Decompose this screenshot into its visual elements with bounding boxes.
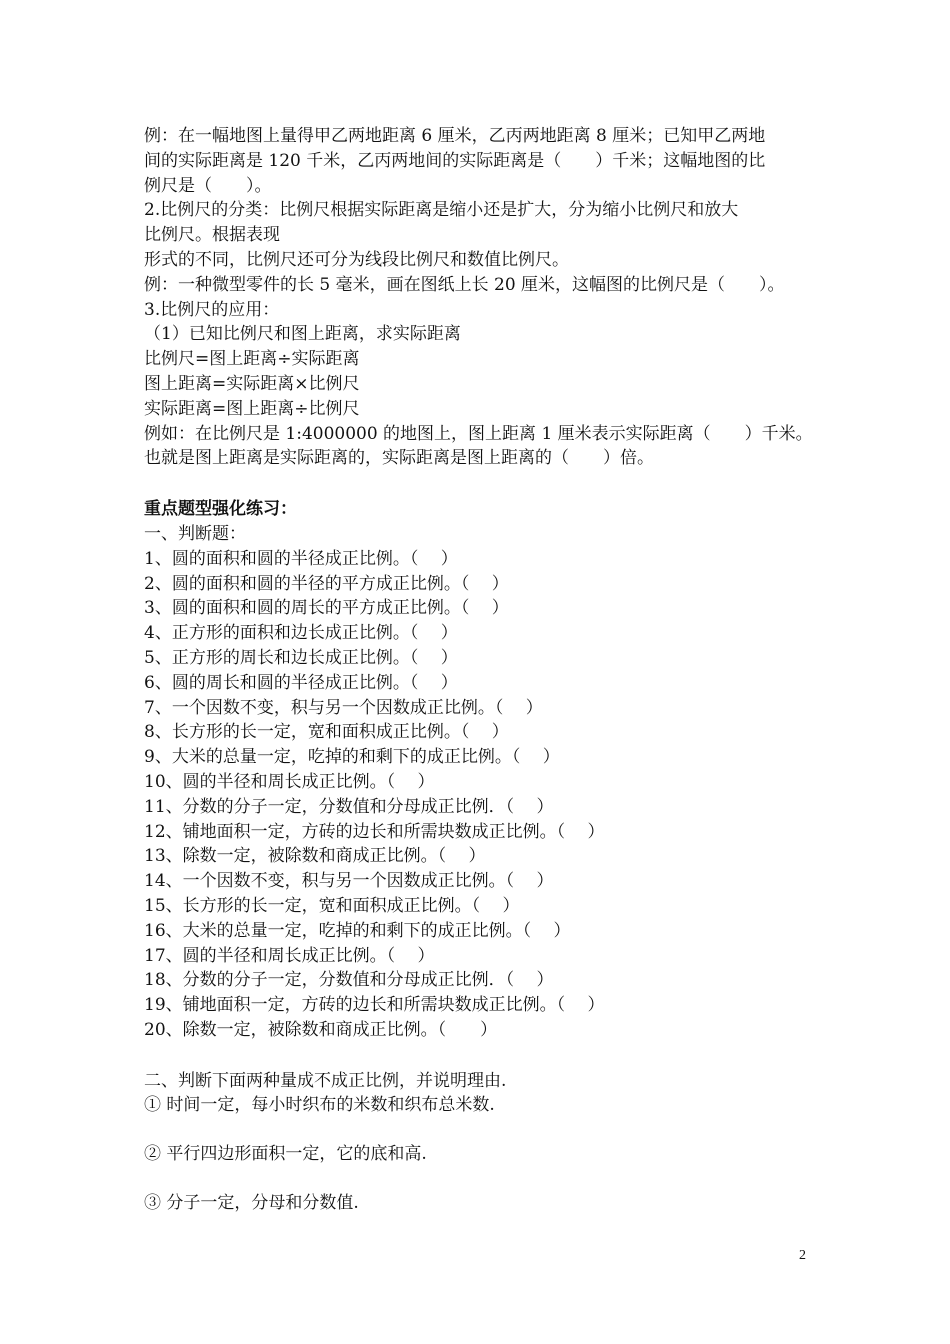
formula-line: 实际距离=图上距离÷比例尺 xyxy=(144,398,360,419)
practice-section xyxy=(144,497,824,1216)
page-content xyxy=(144,124,824,1216)
list-item: 19、铺地面积一定，方砖的边长和所需块数成正比例。（ ） xyxy=(144,995,605,1016)
list-item: 17、圆的半径和周长成正比例。（ ） xyxy=(144,945,435,966)
list-item: 6、圆的周长和圆的半径成正比例。（ ） xyxy=(144,672,458,693)
true-false-list xyxy=(144,547,824,1043)
list-item: 2、圆的面积和圆的半径的平方成正比例。（ ） xyxy=(144,573,509,594)
text-line: 例如：在比例尺是 1:4000000 的地图上，图上距离 1 厘米表示实际距离（ ）千米。 xyxy=(144,423,813,444)
formula-line: 比例尺=图上距离÷实际距离 xyxy=(144,349,360,370)
list-item: 12、铺地面积一定，方砖的边长和所需块数成正比例。（ ） xyxy=(144,821,605,842)
spacer xyxy=(144,1167,824,1191)
text-line: 也就是图上距离是实际距离的，实际距离是图上距离的（ ）倍。 xyxy=(144,448,654,469)
list-item: 15、长方形的长一定，宽和面积成正比例。（ ） xyxy=(144,895,520,916)
intro-section xyxy=(144,124,824,471)
section-heading: 重点题型强化练习： xyxy=(144,499,297,520)
text-line: 比例尺。根据表现 xyxy=(144,225,280,246)
text-line: 例尺是（ ）。 xyxy=(144,175,272,196)
subsection-title: 二、判断下面两种量成不成正比例，并说明理由. xyxy=(144,1070,507,1091)
list-item: 18、分数的分子一定，分数值和分母成正比例．（ ） xyxy=(144,970,554,991)
list-item: ① 时间一定，每小时织布的米数和织布总米数. xyxy=(144,1095,495,1116)
list-item: 14、一个因数不变，积与另一个因数成正比例。（ ） xyxy=(144,871,554,892)
list-item: 7、一个因数不变，积与另一个因数成正比例。（ ） xyxy=(144,697,543,718)
page-number: 2 xyxy=(799,1248,806,1263)
text-line: 间的实际距离是 120 千米，乙丙两地间的实际距离是（ ）千米；这幅地图的比 xyxy=(144,150,766,171)
list-item: 4、正方形的面积和边长成正比例。（ ） xyxy=(144,623,458,644)
list-item: 11、分数的分子一定，分数值和分母成正比例．（ ） xyxy=(144,796,554,817)
list-item: 3、圆的面积和圆的周长的平方成正比例。（ ） xyxy=(144,598,509,619)
list-item: 20、除数一定，被除数和商成正比例。（ ） xyxy=(144,1019,498,1040)
subsection-title: 一、判断题： xyxy=(144,523,246,544)
text-line: 3.比例尺的应用： xyxy=(144,299,280,320)
list-item: 13、除数一定，被除数和商成正比例。（ ） xyxy=(144,846,486,867)
list-item: ② 平行四边形面积一定，它的底和高. xyxy=(144,1144,427,1165)
list-item: 10、圆的半径和周长成正比例。（ ） xyxy=(144,771,435,792)
text-line: （1）已知比例尺和图上距离，求实际距离 xyxy=(144,324,461,345)
list-item: 16、大米的总量一定，吃掉的和剩下的成正比例。（ ） xyxy=(144,920,571,941)
text-line: 例：一种微型零件的长 5 毫米，画在图纸上长 20 厘米，这幅图的比例尺是（ ）。 xyxy=(144,274,785,295)
list-item: 9、大米的总量一定，吃掉的和剩下的成正比例。（ ） xyxy=(144,747,560,768)
text-line: 形式的不同，比例尺还可分为线段比例尺和数值比例尺。 xyxy=(144,249,569,270)
spacer xyxy=(144,471,824,497)
text-line: 例：在一幅地图上量得甲乙两地距离 6 厘米，乙丙两地距离 8 厘米；已知甲乙两地 xyxy=(144,126,766,146)
text-line: 2.比例尺的分类：比例尺根据实际距离是缩小还是扩大，分为缩小比例尺和放大 xyxy=(144,200,739,221)
list-item: 1、圆的面积和圆的半径成正比例。（ ） xyxy=(144,548,458,569)
list-item: 5、正方形的周长和边长成正比例。（ ） xyxy=(144,647,458,668)
formula-line: 图上距离=实际距离×比例尺 xyxy=(144,373,360,394)
spacer xyxy=(144,1043,824,1069)
list-item: ③ 分子一定，分母和分数值. xyxy=(144,1193,359,1214)
spacer xyxy=(144,1118,824,1142)
list-item: 8、长方形的长一定，宽和面积成正比例。（ ） xyxy=(144,722,509,743)
